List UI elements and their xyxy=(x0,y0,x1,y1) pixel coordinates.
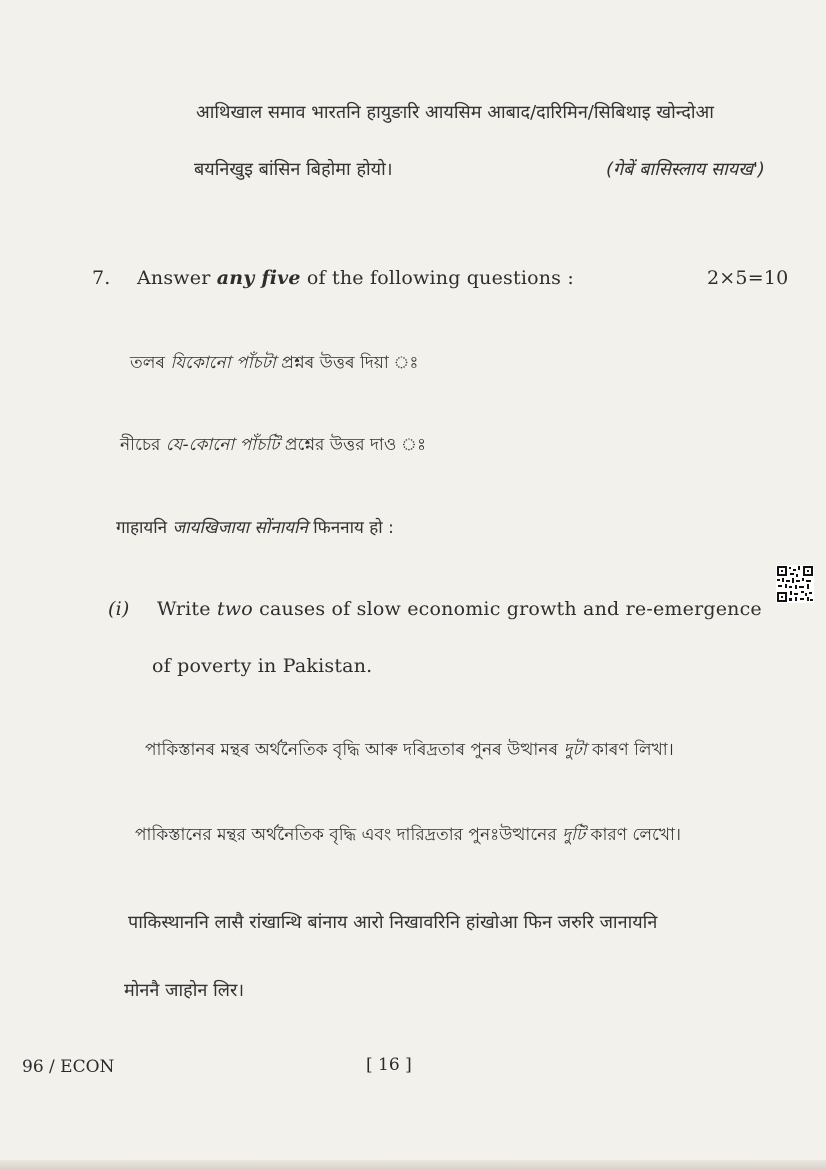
bodo-instruction xyxy=(116,515,394,538)
subquestion-i-bengali-emphasis: দুটি xyxy=(562,825,586,845)
subquestion-i-assamese-before: পাকিস্তানৰ মন্থৰ অৰ্থনৈতিক বৃদ্ধি আৰু দৰিদ্ৰতাৰ পুনৰ উত্থানৰ xyxy=(145,740,564,760)
question-7-text-before: Answer xyxy=(137,267,217,289)
question-number: 7. xyxy=(92,267,111,289)
bodo-marks-note: (गेबें बासिस्लाय सायख') xyxy=(606,159,765,180)
bodo-instruction-line-2: बयनिखुइ बांसिन बिहोमा होयो। xyxy=(194,159,393,180)
bengali-instruction-before: নীচের xyxy=(120,435,166,455)
subquestion-i-bodo-line-2: मोननै जाहोन लिर। xyxy=(124,980,245,1001)
question-7-marks: 2×5=10 xyxy=(707,267,789,289)
assamese-instruction-before: তলৰ xyxy=(130,353,171,373)
bodo-instruction-line-1: आथिखाल समाव भारतनि हायुङारि आयसिम आबाद/दारिमिन/सिबिथाइ खोन्दोआ xyxy=(196,102,714,123)
subquestion-i-text-after: causes of slow economic growth and re-emergence xyxy=(252,598,762,620)
bodo-instruction-emphasis: जायखिजाया सोंनायनि xyxy=(172,518,308,538)
bodo-instruction-after: फिननाय हो : xyxy=(307,518,394,538)
subquestion-i-assamese-after: কাৰণ লিখা। xyxy=(586,740,674,760)
exam-code: 96 / ECON xyxy=(22,1057,115,1077)
question-7-emphasis: any five xyxy=(216,267,301,289)
assamese-instruction-after: প্ৰশ্নৰ উত্তৰ দিয়া ঃ xyxy=(275,353,419,373)
subquestion-i-bengali-before: পাকিস্তানের মন্থর অর্থনৈতিক বৃদ্ধি এবং দারিদ্রতার পুনঃউত্থানের xyxy=(135,825,563,845)
subquestion-i-text-before: Write xyxy=(157,598,217,620)
page-number: [ 16 ] xyxy=(366,1055,412,1075)
subquestion-label: (i) xyxy=(108,598,130,620)
subquestion-i-bengali xyxy=(135,822,681,850)
subquestion-i-emphasis: two xyxy=(216,598,253,620)
bodo-instruction-before: गाहायनि xyxy=(116,518,173,538)
subquestion-i-bengali-after: কারণ লেখো। xyxy=(585,825,681,845)
page-bottom-edge xyxy=(0,1160,826,1169)
bengali-instruction-after: প্রশ্নের উত্তর দাও ঃ xyxy=(279,435,427,455)
subquestion-i-line-1 xyxy=(157,598,762,620)
subquestion-i-assamese xyxy=(145,737,674,765)
subquestion-i-bodo-line-1: पाकिस्थाननि लासै रांखान्थि बांनाय आरो निखावरिनि हांखोआ फिन जरुरि जानायनि xyxy=(128,912,658,933)
assamese-instruction-emphasis: যিকোনো পাঁচটা xyxy=(170,353,276,373)
question-7-text-after: of the following questions : xyxy=(300,267,574,289)
subquestion-i-line-2: of poverty in Pakistan. xyxy=(152,655,373,677)
assamese-instruction xyxy=(130,350,418,378)
subquestion-i-assamese-emphasis: দুটা xyxy=(563,740,587,760)
qr-code-icon xyxy=(776,565,814,603)
question-7-prompt xyxy=(137,267,574,289)
bengali-instruction-emphasis: যে-কোনো পাঁচটি xyxy=(165,435,280,455)
bengali-instruction xyxy=(120,432,426,460)
